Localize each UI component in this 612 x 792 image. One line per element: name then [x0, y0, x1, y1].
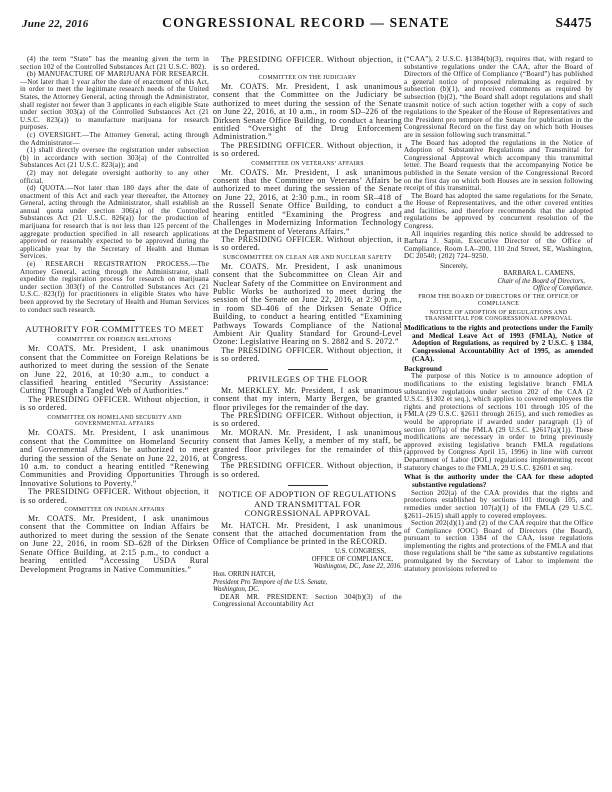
- paragraph: Mr. COATS. Mr. President, I ask unanimous consent that the Subcommittee on Clean Air and Nuclear Safety of the Committee on Environment and Public Works be authorized to meet during the session of the Senate on June 22, 2016, at 2:30 p.m., in room SD–406 of the Dirksen Senate Office Building, to conduct a hearing entitled “Examining Pathways Towards Compliance of the National Ambient Air Quality Standard for Ground-Level Ozone: Legislative Hearing on S. 2882 and S. 2072.”: [213, 261, 402, 347]
- paragraph: The PRESIDING OFFICER. Without objection, it is so ordered.: [213, 461, 402, 479]
- paragraph: The PRESIDING OFFICER. Without objection, it is so ordered.: [213, 411, 402, 429]
- paragraph: The PRESIDING OFFICER. Without objection, it is so ordered.: [213, 345, 402, 364]
- paragraph: All inquiries regarding this notice should be addressed to Barbara J. Sapin, Executive Director of the Office of Compliance, Room LA–200, 110 2nd Street, SE, Washington, DC 20540; (202) 724–9250.: [404, 229, 593, 261]
- paragraph: The PRESIDING OFFICER. Without objection, it is so ordered.: [213, 140, 402, 159]
- address-line: Washington, DC, June 22, 2016.: [313, 563, 402, 571]
- column-center: [213, 56, 402, 742]
- issue-date: June 22, 2016: [22, 18, 89, 30]
- signature-title: Office of Compliance.: [533, 284, 593, 292]
- paragraph: Mr. MERKLEY. Mr. President, I ask unanimous consent that my intern, Marty Bergen, be granted floor privileges for the remainder of the day.: [213, 385, 402, 412]
- committee-subheading: NOTICE OF ADOPTION OF REGULATIONS AND TRANSMITTAL FOR CONGRESSIONAL APPROVAL: [424, 309, 573, 323]
- paragraph: The Board has adopted the regulations in the Notice of Adoption of Substantive Regulations and Transmittal for Congressional Approval which accompany this transmittal letter. The Board requests that the accompanying Notice be published in the Senate version of the Congressional Record on the first day on which both Houses are in session following receipt of this transmittal.: [404, 138, 593, 193]
- paragraph: Section 202(d)(1) and (2) of the CAA require that the Office of Compliance (OOC) Board of Directors (the Board), pursuant to section 1384 of the CAA, issue regulations implementing the rights and protections of the FMLA and that those regulations shall be “the same as substantive regulations promulgated by the Secretary of Labor to implement the statutory provisions referred to: [404, 519, 593, 573]
- committee-subheading: COMMITTEE ON FOREIGN RELATIONS: [57, 337, 172, 344]
- paragraph: The purpose of this Notice is to announce adoption of modifications to the existing legislative branch FMLA substantive regulations under section 202 of the CAA (2 U.S.C. §1302 et seq.), which applies to covered employees the rights and protections of sections 101 through 105 of the FMLA (29 U.S.C. §2611 through 2615), and such remedies as would be appropriate if awarded under paragraph (1) of section 107(a) of the FMLA (29 U.S.C. §2617(a)(1)). These modifications are necessary in order to bring previously approved existing legislative branch FMLA regulations (approved by Congress April 15, 1996) in line with current Department of Labor (DOL) regulations implementing recent statutory changes to the FMLA, 29 U.S.C. §2601 et seq.: [404, 372, 593, 472]
- paragraph: (4) the term “State” has the meaning given the term in section 102 of the Controlled Substances Act (21 U.S.C. 802).: [20, 56, 209, 71]
- paragraph: (d) QUOTA.—Not later than 180 days after the date of enactment of this Act and each year thereafter, the Attorney General, acting through the Administrator, shall establish an annual quota under section 306(a) of the Controlled Substances Act (21 U.S.C. 826(a)) for the production of marijuana for research that is not less than 125 percent of the aggregate production specified in all research applications approved or reasonably expected to be approved during the applicable year by the Secretary of Health and Human Services.: [20, 184, 209, 261]
- committee-subheading: COMMITTEE ON THE JUDICIARY: [258, 74, 357, 81]
- committee-subheading: COMMITTEE ON HOMELAND SECURITY AND GOVERNMENTAL AFFAIRS: [47, 414, 182, 428]
- paragraph: DEAR MR. PRESIDENT: Section 304(b)(3) of the Congressional Accountability Act: [213, 592, 402, 609]
- address-line: President Pro Tempore of the U.S. Senate,: [213, 578, 328, 586]
- paragraph: The PRESIDING OFFICER. Without objection, it is so ordered.: [213, 56, 402, 73]
- address-line: Hon. ORRIN HATCH,: [213, 571, 276, 579]
- paragraph: The PRESIDING OFFICER. Without objection, it is so ordered.: [213, 234, 402, 253]
- signature-title: Chair of the Board of Directors,: [497, 277, 585, 285]
- section-heading: PRIVILEGES OF THE FLOOR: [247, 373, 368, 384]
- section-divider: [288, 369, 328, 370]
- paragraph: The Board has adopted the same regulations for the Senate, the House of Representatives, and the other covered entities and facilities, and therefore recommends that the adopted regulations be approved by concurrent resolution of the Congress.: [404, 191, 593, 231]
- page-number: S4475: [555, 15, 592, 30]
- paragraph: Mr. COATS. Mr. President, I ask unanimous consent that the Committee on Foreign Relations be authorized to meet during the session of the Senate on June 22, 2016, at 10:30 a.m., to conduct a classified hearing entitled “Security Assistance: Cutting Through a Tangled Web of Authorities.”: [20, 344, 209, 396]
- signature-name: BARBARA L. CAMENS,: [503, 270, 575, 278]
- subject-heading: Modifications to the rights and protections under the Family and Medical Leave Act of 1993 (FMLA), Notice of Adoption of Regulations, as required by 2 U.S.C. § 1384, Congressional Accountability Act of 1995, as amended (CAA).: [404, 323, 593, 363]
- running-head: [0, 14, 612, 36]
- paragraph: Mr. COATS. Mr. President, I ask unanimous consent that the Committee on Veterans’ Affairs be authorized to meet during the session of the Senate on June 22, 2016, at 2:30 p.m., in room SR–418 of the Russell Senate Office Building, to conduct a hearing entitled “Examining the Progress and Challenges in Modernizing Information Technology at the Department of Veterans Affairs.”: [213, 167, 402, 236]
- section-heading: AUTHORITY FOR COMMITTEES TO MEET: [25, 324, 204, 335]
- paragraph: Mr. COATS. Mr. President, I ask unanimous consent that the Committee on the Judiciary be authorized to meet during the session of the Senate on June 22, 2016, at 10 a.m., in room SD–226 of the Dirksen Senate Office Building, to conduct a hearing entitled “Oversight of the Drug Enforcement Administration.”: [213, 81, 402, 142]
- paragraph: (c) OVERSIGHT.—The Attorney General, acting through the Administrator—: [20, 130, 209, 147]
- section-divider: [288, 485, 328, 486]
- paragraph: (“CAA”), 2 U.S.C. §1384(b)(3), requires that, with regard to substantive regulations under the CAA, after the Board of Directors of the Office of Compliance (“Board”) has published a general notice of proposed rulemaking as required by subsection (b)(1), and received comments as required by subsection (b)(2), “the Board shall adopt regulations and shall transmit notice of such action together with a copy of such regulations to the Speaker of the House of Representatives and the President pro tempore of the Senate for publication in the Congressional Record on the first day on which both Houses are in session following such transmittal.”: [404, 56, 593, 139]
- closing-line: Sincerely,: [440, 261, 468, 270]
- committee-subheading: SUBCOMMITTEE ON CLEAN AIR AND NUCLEAR SAFETY: [223, 254, 392, 261]
- paragraph: (1) shall directly oversee the registration under subsection (b) in accordance with section 303(a) of the Controlled Substances Act (21 U.S.C. 823(a)); and: [20, 146, 209, 170]
- paragraph: (b) MANUFACTURE OF MARIJUANA FOR RESEARCH.—Not later than 1 year after the date of enactment of this Act, in order to meet the legitimate research needs of the United States, the Attorney General, acting through the Administrator, shall register not fewer than 3 applicants in each eligible State under section 303(a) of the Controlled Substances Act (21 U.S.C. 823(a)) to manufacture marijuana for research purposes.: [20, 70, 209, 132]
- paragraph: The PRESIDING OFFICER. Without objection, it is so ordered.: [20, 394, 209, 413]
- section-divider: [95, 320, 135, 321]
- address-line: U.S. CONGRESS,: [335, 548, 386, 556]
- paragraph: Mr. MORAN. Mr. President, I ask unanimous consent that James Kelly, a member of my staff, be granted floor privileges for the remainder of this Congress.: [213, 427, 402, 463]
- address-line: Washington, DC.: [213, 586, 260, 594]
- inline-heading: Background: [404, 365, 442, 374]
- paragraph: The PRESIDING OFFICER. Without objection, it is so ordered.: [20, 487, 209, 505]
- paragraph: Mr. COATS. Mr. President, I ask unanimous consent that the Committee on Indian Affairs be authorized to meet during the session of the Senate on June 22, 2016, in room SD–628 of the Dirksen Senate Office Building, at 2:15 p.m., to conduct a hearing entitled “Accessing USDA Rural Development Programs in Native Communities.”: [20, 514, 209, 574]
- section-heading: NOTICE OF ADOPTION OF REGULATIONS AND TRANSMITTAL FOR CONGRESSIONAL APPROVAL: [218, 489, 397, 519]
- column-right: [404, 56, 593, 742]
- paragraph: (e) RESEARCH REGISTRATION PROCESS.—The Attorney General, acting through the Administrator, shall expedite the registration process for research on marijuana under section 303(f) of the Controlled Substances Act (21 U.S.C. 823(f)) for practitioners in eligible States who have been approved by the Secretary of Health and Human Services to conduct such research.: [20, 260, 209, 314]
- paragraph: Section 202(a) of the CAA provides that the rights and protections established by sections 101 through 105, and remedies under section 107(a)(1) of the FMLA (29 U.S.C. §2611–2615) shall apply to covered employees.: [404, 488, 593, 520]
- masthead-title: CONGRESSIONAL RECORD — SENATE: [162, 15, 450, 30]
- column-left: [20, 56, 209, 742]
- paragraph: (2) may not delegate oversight authority to any other official.: [20, 168, 209, 185]
- address-line: OFFICE OF COMPLIANCE,: [311, 555, 393, 563]
- subject-heading: What is the authority under the CAA for these adopted substantive regulations?: [404, 473, 593, 489]
- paragraph: Mr. HATCH. Mr. President, I ask unanimous consent that the attached documentation from the Office of Compliance be printed in the RECORD.: [213, 520, 402, 547]
- paragraph: Mr. COATS. Mr. President, I ask unanimous consent that the Committee on Homeland Security and Governmental Affairs be authorized to meet during the session of the Senate on June 22, 2016, at 10 a.m. to conduct a hearing entitled “Renewing Communities and Providing Opportunities Through Innovative Solutions to Poverty.”: [20, 428, 209, 488]
- committee-subheading: COMMITTEE ON VETERANS’ AFFAIRS: [251, 160, 364, 167]
- committee-subheading: COMMITTEE ON INDIAN AFFAIRS: [64, 506, 165, 513]
- committee-subheading: FROM THE BOARD OF DIRECTORS OF THE OFFICE OF COMPLIANCE: [418, 294, 579, 307]
